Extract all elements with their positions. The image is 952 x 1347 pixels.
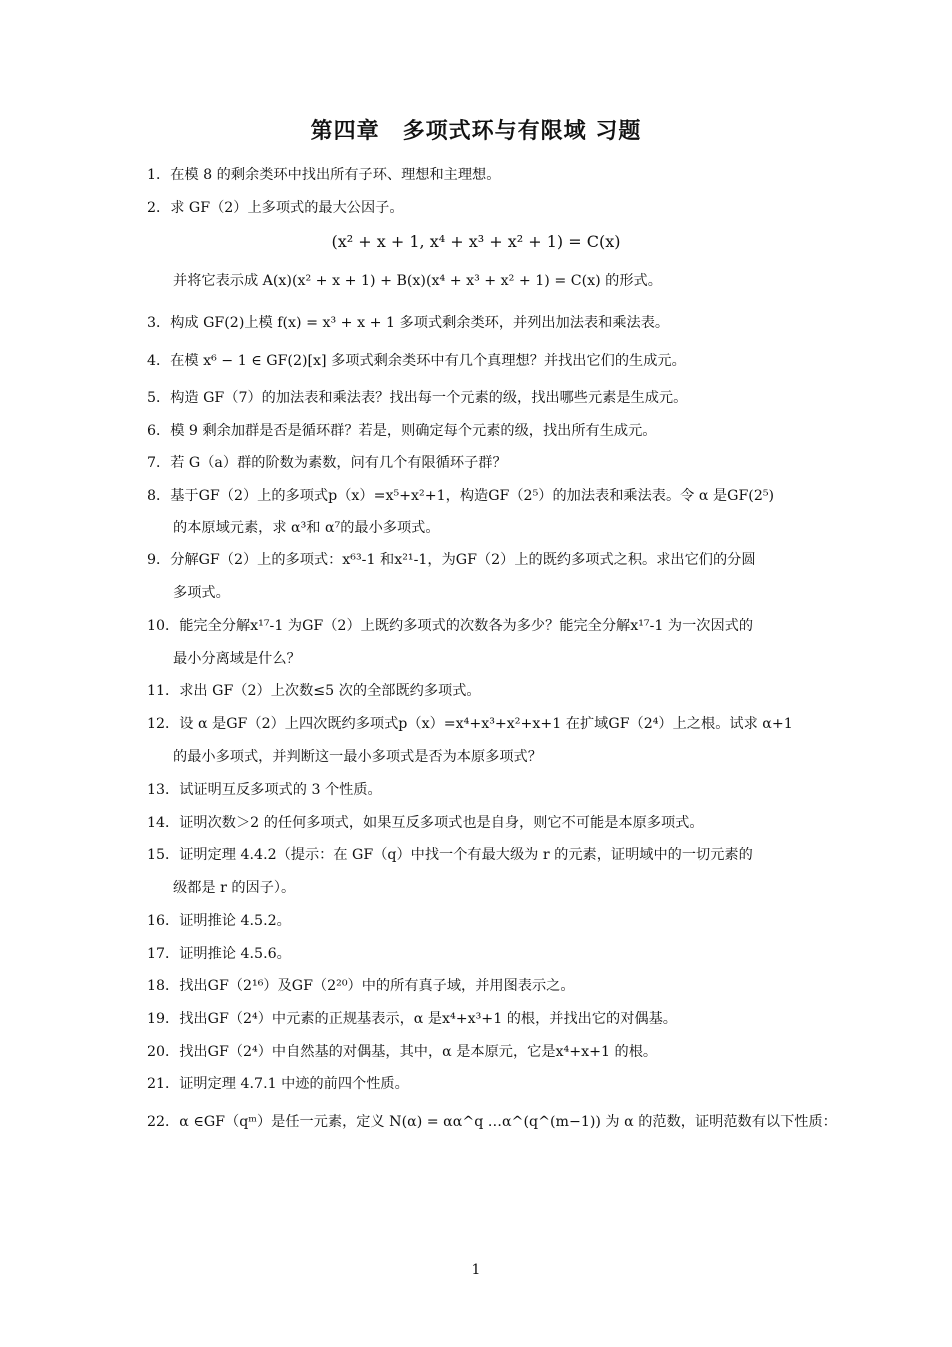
exercise-12-continued: 的最小多项式，并判断这一最小多项式是否为本原多项式？ — [173, 749, 542, 765]
exercise-11: 11．求出 GF（2）上次数≤5 次的全部既约多项式。 — [147, 683, 481, 699]
exercise-17: 17．证明推论 4.5.6。 — [147, 946, 291, 962]
exercise-22: 22．α ∈GF（qᵐ）是任一元素，定义 N(α) = αα^q …α^(q^(m−1)) 为 α 的范数，证明范数有以下性质： — [147, 1114, 837, 1130]
exercise-16: 16．证明推论 4.5.2。 — [147, 913, 291, 929]
exercise-18: 18．找出GF（2¹⁶）及GF（2²⁰）中的所有真子域，并用图表示之。 — [147, 978, 575, 994]
exercise-10-continued: 最小分离域是什么？ — [173, 651, 301, 667]
exercise-13: 13．试证明互反多项式的 3 个性质。 — [147, 782, 382, 798]
exercise-8-continued: 的本原域元素，求 α³和 α⁷的最小多项式。 — [173, 520, 440, 536]
page-number: 1 — [471, 1262, 481, 1278]
exercise-4: 4．在模 x⁶ − 1 ∈ GF(2)[x] 多项式剩余类环中有几个真理想？并找出它们的生成元。 — [147, 353, 686, 369]
exercise-10: 10．能完全分解x¹⁷-1 为GF（2）上既约多项式的次数各为多少？能完全分解x¹⁷-1 为一次因式的 — [147, 618, 754, 634]
exercise-21: 21．证明定理 4.7.1 中迹的前四个性质。 — [147, 1076, 409, 1092]
exercise-2-continued: 并将它表示成 A(x)(x² + x + 1) + B(x)(x⁴ + x³ + x² + 1) = C(x) 的形式。 — [173, 273, 662, 289]
exercise-20: 20．找出GF（2⁴）中自然基的对偶基，其中，α 是本原元，它是x⁴+x+1 的根。 — [147, 1044, 658, 1060]
exercise-12: 12．设 α 是GF（2）上四次既约多项式p（x）=x⁴+x³+x²+x+1 在扩域GF（2⁴）上之根。试求 α+1 — [147, 716, 793, 732]
exercise-8: 8．基于GF（2）上的多项式p（x）=x⁵+x²+1，构造GF（2⁵）的加法表和乘法表。令 α 是GF(2⁵) — [147, 488, 775, 504]
exercise-15-continued: 级都是 r 的因子）。 — [173, 880, 296, 896]
exercise-9: 9．分解GF（2）上的多项式：x⁶³-1 和x²¹-1，为GF（2）上的既约多项式之积。求出它们的分圆 — [147, 552, 756, 568]
exercise-7: 7．若 G（a）群的阶数为素数，问有几个有限循环子群？ — [147, 455, 507, 471]
chapter-title: 第四章 多项式环与有限域 习题 — [310, 119, 642, 144]
exercise-14: 14．证明次数＞2 的任何多项式，如果互反多项式也是自身，则它不可能是本原多项式。 — [147, 815, 704, 831]
exercise-3: 3．构成 GF(2)上模 f(x) = x³ + x + 1 多项式剩余类环，并列出加法表和乘法表。 — [147, 315, 670, 331]
exercise-6: 6．模 9 剩余加群是否是循环群？若是，则确定每个元素的级，找出所有生成元。 — [147, 423, 657, 439]
exercise-19: 19．找出GF（2⁴）中元素的正规基表示，α 是x⁴+x³+1 的根，并找出它的对偶基。 — [147, 1011, 677, 1027]
exercise-5: 5．构造 GF（7）的加法表和乘法表？找出每一个元素的级，找出哪些元素是生成元。 — [147, 390, 688, 406]
exercise-9-continued: 多项式。 — [173, 585, 230, 601]
exercise-1: 1．在模 8 的剩余类环中找出所有子环、理想和主理想。 — [147, 167, 501, 183]
exercise-2-formula: (x² + x + 1, x⁴ + x³ + x² + 1) = C(x) — [331, 232, 621, 251]
exercise-2: 2．求 GF（2）上多项式的最大公因子。 — [147, 200, 404, 216]
exercise-15: 15．证明定理 4.4.2（提示：在 GF（q）中找一个有最大级为 r 的元素，证明域中的一切元素的 — [147, 847, 753, 863]
